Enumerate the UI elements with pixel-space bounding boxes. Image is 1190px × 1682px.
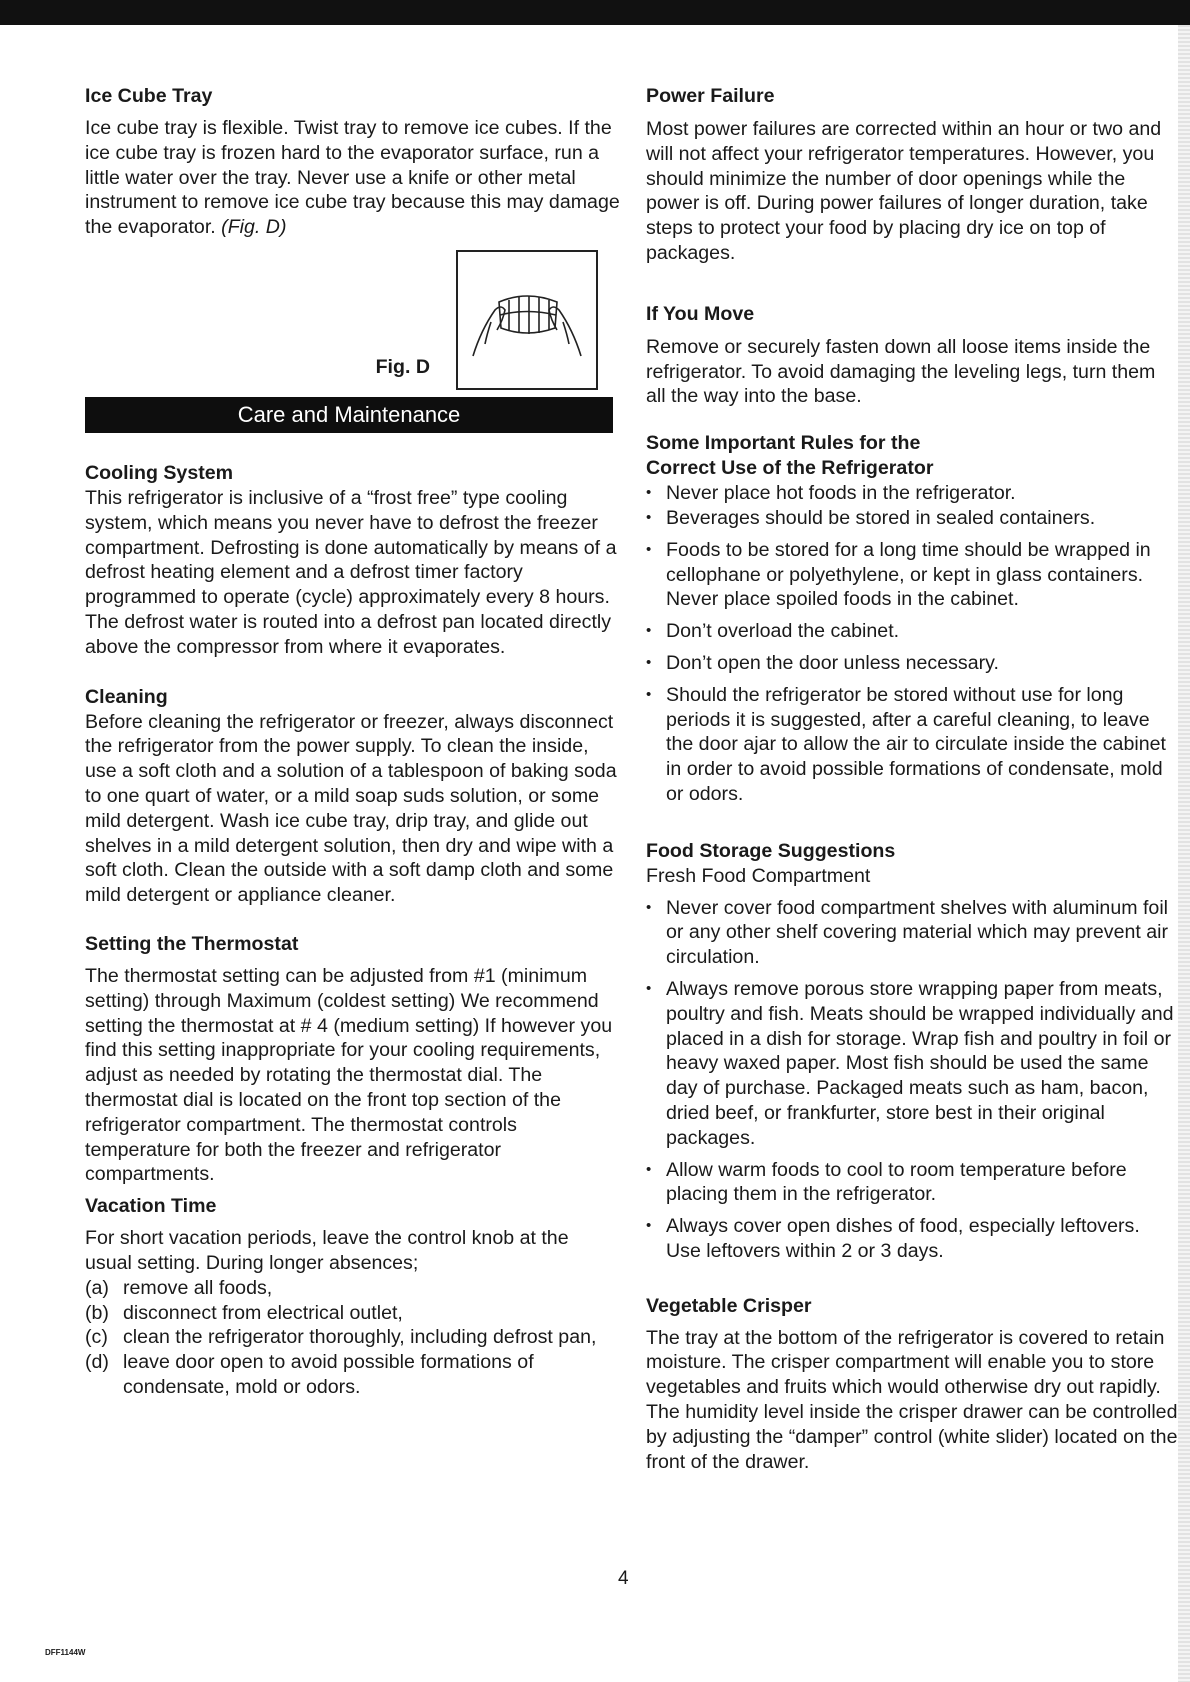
list-item: • Always remove porous store wrapping paper from meats, poultry and fish. Meats should be wrapped individually and placed in a dish for storage. Wrap fish and poultry in foil or heavy waxed paper. Most fish should be used the same day of purchase. Packaged meats such as ham, bacon, dried beef, or frankfurter, store best in their original packages. (646, 977, 1178, 1151)
list-item: (b) disconnect from electrical outlet, (85, 1301, 403, 1324)
list-item: • Never cover food compartment shelves with aluminum foil or any other shelf covering material which may prevent air circulation. (646, 896, 1178, 970)
rules-list (646, 481, 1178, 807)
list-item: • Should the refrigerator be stored without use for long periods it is suggested, after a careful cleaning, to leave the door ajar to allow the air to circulate inside the cabinet in order to avoid possible formations of condensate, mold or odors. (646, 683, 1178, 807)
thermostat-heading: Setting the Thermostat (85, 932, 299, 955)
vacation-intro: For short vacation periods, leave the control knob at the usual setting. During longer absences; (85, 1227, 569, 1274)
list-item: • Don’t open the door unless necessary. (646, 651, 1178, 676)
cooling-system-body: This refrigerator is inclusive of a “frost free” type cooling system, which means you never have to defrost the freezer compartment. Defrosting is done automatically by means of a defrost heating element and a defrost timer factory programmed to operate (cycle) approximately every 8 hours. The defrost water is routed into a defrost pan located directly above the compressor from where it evaporates. (85, 486, 617, 658)
top-black-bar (0, 0, 1190, 25)
list-item: • Allow warm foods to cool to room temperature before placing them in the refrigerator. (646, 1158, 1178, 1208)
if-you-move-heading: If You Move (646, 302, 755, 325)
list-item: (c) clean the refrigerator thoroughly, including defrost pan, (85, 1326, 597, 1349)
fig-d-label: Fig. D (375, 356, 430, 379)
care-maintenance-banner: Care and Maintenance (85, 397, 613, 433)
list-item: • Never place hot foods in the refrigerator. (646, 481, 1178, 506)
vegetable-crisper-body: The tray at the bottom of the refrigerator is covered to retain moisture. The crisper compartment will enable you to store vegetables and fruits which would otherwise dry out rapidly. The humidity level inside the crisper drawer can be controlled by adjusting the “damper” control (white slider) located on the front of the drawer. (646, 1326, 1178, 1473)
cleaning-body: Before cleaning the refrigerator or freezer, always disconnect the refrigerator from the power supply. To clean the inside, use a soft cloth and a solution of a tablespoon of baking soda to one quart of water, or a mild soap suds solution, or some mild detergent. Wash ice cube tray, drip tray, and glide out shelves in a mild detergent solution, then dry and wipe with a soft cloth. Clean the outside with a soft damp cloth and some mild detergent or appliance cleaner. (85, 710, 617, 907)
list-item: (d) leave door open to avoid possible formations of condensate, mold or odors. (85, 1351, 534, 1398)
left-column (85, 84, 620, 1400)
page-number: 4 (618, 1568, 629, 1589)
ice-tray-hands-icon (461, 260, 593, 380)
vegetable-crisper-heading: Vegetable Crisper (646, 1294, 812, 1317)
list-item: • Foods to be stored for a long time should be wrapped in cellophane or polyethylene, or kept in glass containers. Never place spoiled foods in the cabinet. (646, 538, 1178, 612)
cleaning-heading: Cleaning (85, 685, 168, 708)
list-item: (a) remove all foods, (85, 1276, 273, 1299)
ice-cube-tray-body: Ice cube tray is flexible. Twist tray to remove ice cubes. If the ice cube tray is frozen hard to the evaporator surface, run a little water over the tray. Never use a knife or other metal instrument to remove ice cube tray because this may damage the evaporator. (Fig. D) (85, 117, 620, 239)
figure-row (85, 250, 620, 390)
food-storage-heading: Food Storage Suggestions (646, 839, 896, 862)
right-column (646, 84, 1178, 1474)
power-failure-body: Most power failures are corrected within an hour or two and will not affect your refrigerator temperatures. However, you should minimize the number of door openings while the power is off. During power failures of longer duration, take steps to protect your food by placing dry ice on top of packages. (646, 118, 1162, 264)
thermostat-body: The thermostat setting can be adjusted from #1 (minimum setting) through Maximum (coldest setting) We recommend setting the thermostat at # 4 (medium setting) If however you find this setting inappropriate for your cooling requirements, adjust as needed by rotating the thermostat dial. The thermostat dial is located on the front top section of the refrigerator compartment. The thermostat controls temperature for both the freezer and refrigerator compartments. (85, 964, 613, 1186)
fig-d-illustration (456, 250, 598, 390)
vacation-list (85, 1276, 620, 1400)
scan-edge (1178, 25, 1190, 1682)
if-you-move-body: Remove or securely fasten down all loose items inside the refrigerator. To avoid damaging the leveling legs, turn them all the way into the base. (646, 335, 1156, 408)
ice-cube-tray-heading: Ice Cube Tray (85, 85, 213, 107)
rules-heading: Some Important Rules for the Correct Use of the Refrigerator (646, 432, 934, 480)
list-item: • Don’t overload the cabinet. (646, 619, 1178, 644)
list-item: • Beverages should be stored in sealed containers. (646, 506, 1178, 531)
food-storage-subheading: Fresh Food Compartment (646, 864, 871, 887)
list-item: • Always cover open dishes of food, especially leftovers. Use leftovers within 2 or 3 days. (646, 1214, 1178, 1264)
power-failure-heading: Power Failure (646, 85, 775, 107)
food-storage-list (646, 896, 1178, 1264)
footer-model-code: DFF1144W (45, 1648, 86, 1657)
cooling-system-heading: Cooling System (85, 461, 234, 484)
vacation-heading: Vacation Time (85, 1195, 217, 1218)
fig-reference: (Fig. D) (221, 216, 287, 239)
